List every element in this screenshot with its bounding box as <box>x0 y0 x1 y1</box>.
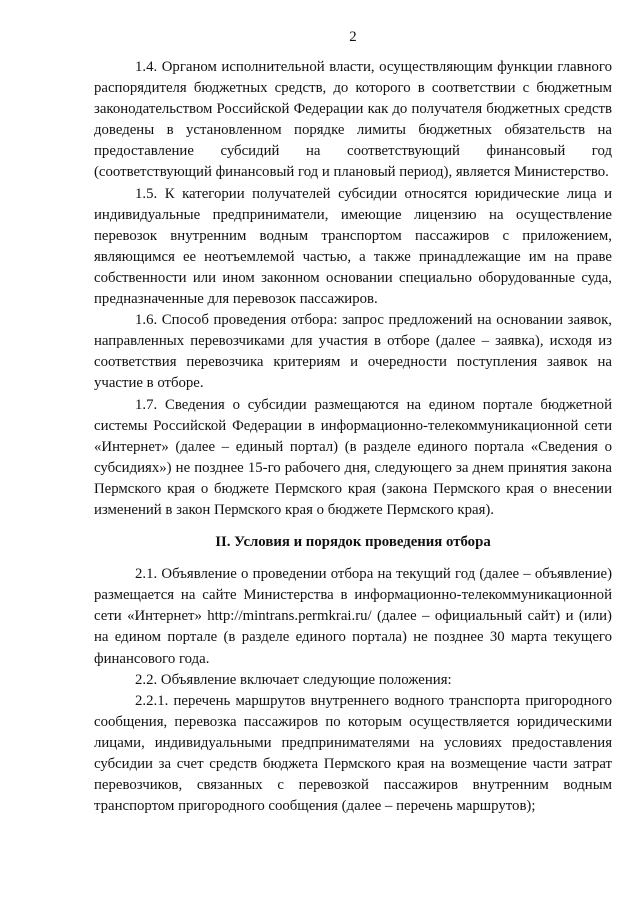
section-heading: II. Условия и порядок проведения отбора <box>215 534 491 551</box>
paragraph-2-1: 2.1. Объявление о проведении отбора на текущий год (далее – объявление) размещается на сайте Министерства в информационно-телекоммуникационной сети «Интернет» http://mintrans.permkrai.ru/ (далее – официальный сайт) и (или) на едином портале (в разделе единого портала) не позднее 30 марта текущего финансового года. <box>94 566 612 667</box>
paragraph-2-2: 2.2. Объявление включает следующие положения: <box>135 671 452 688</box>
paragraph-1-7: 1.7. Сведения о субсидии размещаются на едином портале бюджетной системы Российской Федерации в информационно-телекоммуникационной сети «Интернет» (далее – единый портал) (в разделе единого портала «Сведения о субсидиях») не позднее 15-го рабочего дня, следующего за днем принятия закона Пермского края о бюджете Пермского края (закона Пермского края о внесении изменений в закон Пермского края о бюджете Пермского края). <box>94 396 612 518</box>
paragraph-1-6: 1.6. Способ проведения отбора: запрос предложений на основании заявок, направленных перевозчиками для участия в отборе (далее – заявка), исходя из соответствия перевозчика критериям и очередности поступления заявок на участие в отборе. <box>94 312 612 392</box>
paragraph-1-5: 1.5. К категории получателей субсидии относятся юридические лица и индивидуальные предприниматели, имеющие лицензию на осуществление перевозок внутренним водным транспортом пассажиров с приложением, являющимся ее неотъемлемой частью, а также принадлежащие им на праве собственности или ином законном основании специально оборудованные суда, предназначенные для перевозок пассажиров. <box>94 185 612 308</box>
paragraph-1-4: 1.4. Органом исполнительной власти, осуществляющим функции главного распорядителя бюджетных средств, до которого в соответствии с бюджетным законодательством Российской Федерации как до получателя бюджетных средств доведены в установленном порядке лимиты бюджетных обязательств на предоставление субсидий на соответствующий финансовый год (соответствующий финансовый год и плановый период), является Министерство. <box>94 59 612 181</box>
paragraph-2-2-1: 2.2.1. перечень маршрутов внутреннего водного транспорта пригородного сообщения, перевозка пассажиров по которым осуществляется юридическими лицами, индивидуальными предпринимателями на условиях предоставления субсидии за счет средств бюджета Пермского края на возмещение части затрат перевозчиков, связанных с перевозкой пассажиров внутренним водным транспортом пригородного сообщения (далее – перечень маршрутов); <box>94 692 612 815</box>
page-number: 2 <box>349 29 357 45</box>
